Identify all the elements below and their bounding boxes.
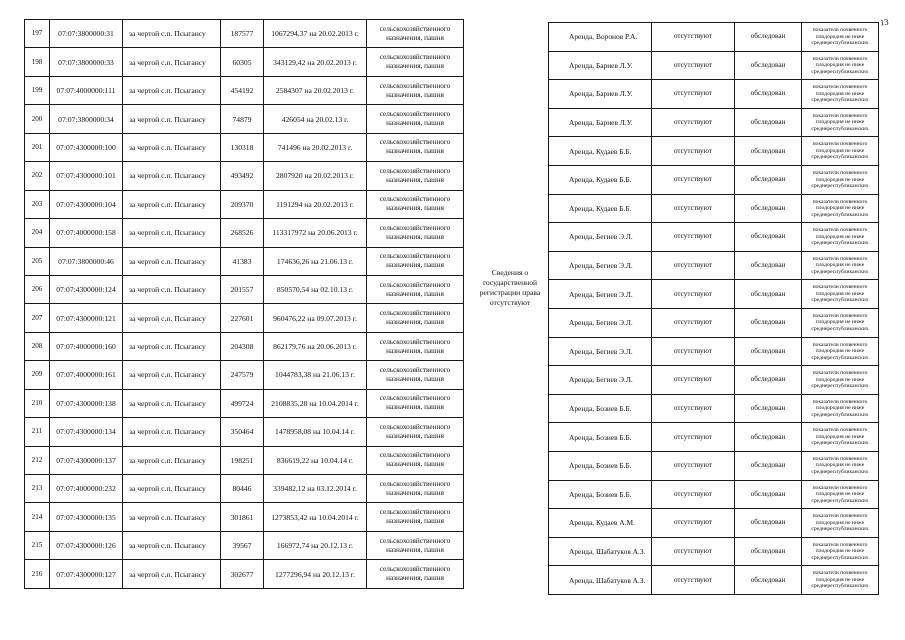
fertility-note-cell: показатели почвенного плодородия не ниже среднереспубликанских <box>802 108 879 137</box>
lease-holder-cell: Аренда, Бозиев Б.Б. <box>549 451 652 480</box>
area-cell: 268526 <box>221 219 264 247</box>
table-row <box>25 105 464 133</box>
area-cell: 209370 <box>221 190 264 218</box>
table-row <box>549 451 879 480</box>
cadastral-value-cell: 836619,22 на 10.04.14 г. <box>264 446 367 474</box>
fertility-note-cell: показатели почвенного плодородия не ниже среднереспубликанских <box>802 509 879 538</box>
land-use-cell: сельскохозяйственного назначения, пашня <box>367 219 464 247</box>
survey-status-cell: обследован <box>735 423 802 452</box>
row-number-cell: 197 <box>25 20 50 48</box>
table-row <box>549 51 879 80</box>
table-row <box>549 509 879 538</box>
fertility-note-cell: показатели почвенного плодородия не ниже среднереспубликанских <box>802 251 879 280</box>
row-number-cell: 198 <box>25 48 50 76</box>
survey-status-cell: обследован <box>735 509 802 538</box>
survey-status-cell: обследован <box>735 194 802 223</box>
fertility-note-cell: показатели почвенного плодородия не ниже среднереспубликанских <box>802 23 879 52</box>
area-cell: 493492 <box>221 162 264 190</box>
cadastral-number-cell: 07:07:4000000:158 <box>50 219 123 247</box>
cadastral-number-cell: 07:07:4300000:137 <box>50 446 123 474</box>
table-row <box>25 162 464 190</box>
cadastral-number-cell: 07:07:4300000:101 <box>50 162 123 190</box>
cadastral-value-cell: 2584307 на 20.02.2013 г. <box>264 76 367 104</box>
survey-status-cell: обследован <box>735 337 802 366</box>
encumbrance-cell: отсутствуют <box>652 251 735 280</box>
cadastral-number-cell: 07:07:4000000:111 <box>50 76 123 104</box>
land-use-cell: сельскохозяйственного назначения, пашня <box>367 446 464 474</box>
area-cell: 80446 <box>221 475 264 503</box>
land-use-cell: сельскохозяйственного назначения, пашня <box>367 418 464 446</box>
survey-status-cell: обследован <box>735 137 802 166</box>
lease-info-table <box>548 22 879 595</box>
table-row <box>549 423 879 452</box>
land-use-cell: сельскохозяйственного назначения, пашня <box>367 48 464 76</box>
fertility-note-cell: показатели почвенного плодородия не ниже среднереспубликанских <box>802 537 879 566</box>
location-cell: за чертой с.п. Псыгансу <box>123 105 221 133</box>
fertility-note-cell: показатели почвенного плодородия не ниже среднереспубликанских <box>802 423 879 452</box>
area-cell: 74879 <box>221 105 264 133</box>
encumbrance-cell: отсутствуют <box>652 308 735 337</box>
encumbrance-cell: отсутствуют <box>652 137 735 166</box>
lease-holder-cell: Аренда, Кудаев Б.Б. <box>549 194 652 223</box>
cadastral-value-cell: 2807920 на 20.02.2013 г. <box>264 162 367 190</box>
fertility-note-cell: показатели почвенного плодородия не ниже среднереспубликанских <box>802 366 879 395</box>
table-row <box>25 304 464 332</box>
location-cell: за чертой с.п. Псыгансу <box>123 76 221 104</box>
cadastral-number-cell: 07:07:3800000:34 <box>50 105 123 133</box>
cadastral-value-cell: 339482,12 на 03.12.2014 г. <box>264 475 367 503</box>
area-cell: 227601 <box>221 304 264 332</box>
cadastral-value-cell: 426054 на 20.02.13 г. <box>264 105 367 133</box>
land-use-cell: сельскохозяйственного назначения, пашня <box>367 475 464 503</box>
land-use-cell: сельскохозяйственного назначения, пашня <box>367 304 464 332</box>
lease-holder-cell: Аренда, Бегиев Э.Л. <box>549 308 652 337</box>
land-use-cell: сельскохозяйственного назначения, пашня <box>367 531 464 559</box>
area-cell: 350464 <box>221 418 264 446</box>
fertility-note-cell: показатели почвенного плодородия не ниже среднереспубликанских <box>802 51 879 80</box>
lease-holder-cell: Аренда, Бариев Л.У. <box>549 80 652 109</box>
table-row <box>25 446 464 474</box>
survey-status-cell: обследован <box>735 251 802 280</box>
survey-status-cell: обследован <box>735 366 802 395</box>
table-row <box>25 389 464 417</box>
location-cell: за чертой с.п. Псыгансу <box>123 332 221 360</box>
table-row <box>549 280 879 309</box>
table-row <box>549 251 879 280</box>
land-use-cell: сельскохозяйственного назначения, пашня <box>367 560 464 588</box>
row-number-cell: 206 <box>25 275 50 303</box>
table-row <box>549 394 879 423</box>
location-cell: за чертой с.п. Псыгансу <box>123 361 221 389</box>
row-number-cell: 205 <box>25 247 50 275</box>
table-row <box>25 332 464 360</box>
row-number-cell: 215 <box>25 531 50 559</box>
land-use-cell: сельскохозяйственного назначения, пашня <box>367 275 464 303</box>
table-row <box>549 23 879 52</box>
lease-holder-cell: Аренда, Бариев Л.У. <box>549 51 652 80</box>
encumbrance-cell: отсутствуют <box>652 566 735 595</box>
table-row <box>549 366 879 395</box>
table-row <box>549 137 879 166</box>
survey-status-cell: обследован <box>735 23 802 52</box>
lease-holder-cell: Аренда, Бегиев Э.Л. <box>549 366 652 395</box>
cadastral-value-cell: 2108835,28 на 10.04.2014 г. <box>264 389 367 417</box>
lease-holder-cell: Аренда, Шабатуков А.З. <box>549 537 652 566</box>
row-number-cell: 199 <box>25 76 50 104</box>
table-row <box>25 560 464 588</box>
row-number-cell: 214 <box>25 503 50 531</box>
row-number-cell: 211 <box>25 418 50 446</box>
row-number-cell: 210 <box>25 389 50 417</box>
location-cell: за чертой с.п. Псыгансу <box>123 190 221 218</box>
table-row <box>25 76 464 104</box>
cadastral-value-cell: 166972,74 на 20.12.13 г. <box>264 531 367 559</box>
location-cell: за чертой с.п. Псыгансу <box>123 475 221 503</box>
row-number-cell: 200 <box>25 105 50 133</box>
encumbrance-cell: отсутствуют <box>652 537 735 566</box>
row-number-cell: 216 <box>25 560 50 588</box>
fertility-note-cell: показатели почвенного плодородия не ниже среднереспубликанских <box>802 337 879 366</box>
location-cell: за чертой с.п. Псыгансу <box>123 531 221 559</box>
encumbrance-cell: отсутствуют <box>652 51 735 80</box>
encumbrance-cell: отсутствуют <box>652 165 735 194</box>
row-number-cell: 203 <box>25 190 50 218</box>
cadastral-value-cell: 1273853,42 на 10.04.2014 г. <box>264 503 367 531</box>
land-use-cell: сельскохозяйственного назначения, пашня <box>367 162 464 190</box>
cadastral-value-cell: 1044783,38 на 21.06.13 г. <box>264 361 367 389</box>
area-cell: 39567 <box>221 531 264 559</box>
table-row <box>549 108 879 137</box>
cadastral-number-cell: 07:07:4000000:161 <box>50 361 123 389</box>
location-cell: за чертой с.п. Псыгансу <box>123 219 221 247</box>
fertility-note-cell: показатели почвенного плодородия не ниже среднереспубликанских <box>802 194 879 223</box>
survey-status-cell: обследован <box>735 280 802 309</box>
table-row <box>25 219 464 247</box>
lease-holder-cell: Аренда, Кудаев А.М. <box>549 509 652 538</box>
survey-status-cell: обследован <box>735 165 802 194</box>
cadastral-number-cell: 07:07:4300000:104 <box>50 190 123 218</box>
land-use-cell: сельскохозяйственного назначения, пашня <box>367 20 464 48</box>
table-row <box>549 480 879 509</box>
survey-status-cell: обследован <box>735 480 802 509</box>
fertility-note-cell: показатели почвенного плодородия не ниже среднереспубликанских <box>802 480 879 509</box>
cadastral-number-cell: 07:07:4300000:127 <box>50 560 123 588</box>
table-row <box>549 223 879 252</box>
location-cell: за чертой с.п. Псыгансу <box>123 20 221 48</box>
table-row <box>25 275 464 303</box>
survey-status-cell: обследован <box>735 108 802 137</box>
encumbrance-cell: отсутствуют <box>652 480 735 509</box>
cadastral-value-cell: 1067294,37 на 20.02.2013 г. <box>264 20 367 48</box>
area-cell: 454192 <box>221 76 264 104</box>
row-number-cell: 207 <box>25 304 50 332</box>
area-cell: 130318 <box>221 133 264 161</box>
cadastral-number-cell: 07:07:3800000:46 <box>50 247 123 275</box>
row-number-cell: 208 <box>25 332 50 360</box>
table-row <box>549 566 879 595</box>
area-cell: 204308 <box>221 332 264 360</box>
survey-status-cell: обследован <box>735 80 802 109</box>
table-row <box>549 308 879 337</box>
cadastral-value-cell: 960476,22 на 09.07.2013 г. <box>264 304 367 332</box>
lease-holder-cell: Аренда, Бозиев Б.Б. <box>549 423 652 452</box>
cadastral-value-cell: 1191294 на 20.02.2013 г. <box>264 190 367 218</box>
table-row <box>25 20 464 48</box>
area-cell: 60305 <box>221 48 264 76</box>
lease-holder-cell: Аренда, Бегиев Э.Л. <box>549 280 652 309</box>
location-cell: за чертой с.п. Псыгансу <box>123 418 221 446</box>
table-row <box>25 133 464 161</box>
lease-holder-cell: Аренда, Бариев Л.У. <box>549 108 652 137</box>
location-cell: за чертой с.п. Псыгансу <box>123 48 221 76</box>
area-cell: 499724 <box>221 389 264 417</box>
location-cell: за чертой с.п. Псыгансу <box>123 162 221 190</box>
encumbrance-cell: отсутствуют <box>652 509 735 538</box>
encumbrance-cell: отсутствуют <box>652 280 735 309</box>
fertility-note-cell: показатели почвенного плодородия не ниже среднереспубликанских <box>802 137 879 166</box>
table-row <box>25 361 464 389</box>
location-cell: за чертой с.п. Псыгансу <box>123 275 221 303</box>
fertility-note-cell: показатели почвенного плодородия не ниже среднереспубликанских <box>802 223 879 252</box>
table-row <box>25 531 464 559</box>
cadastral-number-cell: 07:07:4300000:126 <box>50 531 123 559</box>
land-plots-table <box>24 19 464 589</box>
cadastral-value-cell: 862179,76 на 20.06.2013 г. <box>264 332 367 360</box>
table-row <box>549 80 879 109</box>
fertility-note-cell: показатели почвенного плодородия не ниже среднереспубликанских <box>802 280 879 309</box>
row-number-cell: 201 <box>25 133 50 161</box>
row-number-cell: 212 <box>25 446 50 474</box>
location-cell: за чертой с.п. Псыгансу <box>123 389 221 417</box>
row-number-cell: 204 <box>25 219 50 247</box>
cadastral-number-cell: 07:07:4300000:124 <box>50 275 123 303</box>
location-cell: за чертой с.п. Псыгансу <box>123 133 221 161</box>
cadastral-number-cell: 07:07:4300000:138 <box>50 389 123 417</box>
lease-holder-cell: Аренда, Шабатуков А.З. <box>549 566 652 595</box>
table-row <box>25 190 464 218</box>
encumbrance-cell: отсутствуют <box>652 23 735 52</box>
lease-holder-cell: Аренда, Кудаев Б.Б. <box>549 137 652 166</box>
cadastral-value-cell: 343129,42 на 20.02.2013 г. <box>264 48 367 76</box>
fertility-note-cell: показатели почвенного плодородия не ниже среднереспубликанских <box>802 451 879 480</box>
table-row <box>25 247 464 275</box>
cadastral-number-cell: 07:07:4300000:134 <box>50 418 123 446</box>
area-cell: 302677 <box>221 560 264 588</box>
encumbrance-cell: отсутствуют <box>652 451 735 480</box>
area-cell: 187577 <box>221 20 264 48</box>
fertility-note-cell: показатели почвенного плодородия не ниже среднереспубликанских <box>802 165 879 194</box>
encumbrance-cell: отсутствуют <box>652 337 735 366</box>
row-number-cell: 213 <box>25 475 50 503</box>
cadastral-number-cell: 07:07:3800000:33 <box>50 48 123 76</box>
survey-status-cell: обследован <box>735 566 802 595</box>
encumbrance-cell: отсутствуют <box>652 194 735 223</box>
registration-note: Сведения о государственной регистрации права отсутствуют <box>479 268 541 307</box>
encumbrance-cell: отсутствуют <box>652 108 735 137</box>
land-use-cell: сельскохозяйственного назначения, пашня <box>367 247 464 275</box>
cadastral-value-cell: 1478958,08 на 10.04.14 г. <box>264 418 367 446</box>
lease-holder-cell: Аренда, Бегиев Э.Л. <box>549 337 652 366</box>
area-cell: 198251 <box>221 446 264 474</box>
land-use-cell: сельскохозяйственного назначения, пашня <box>367 105 464 133</box>
encumbrance-cell: отсутствуют <box>652 80 735 109</box>
encumbrance-cell: отсутствуют <box>652 366 735 395</box>
encumbrance-cell: отсутствуют <box>652 223 735 252</box>
location-cell: за чертой с.п. Псыгансу <box>123 560 221 588</box>
cadastral-number-cell: 07:07:4000000:160 <box>50 332 123 360</box>
encumbrance-cell: отсутствуют <box>652 394 735 423</box>
cadastral-value-cell: 174636,26 на 21.06.13 г. <box>264 247 367 275</box>
row-number-cell: 209 <box>25 361 50 389</box>
table-row <box>549 537 879 566</box>
land-use-cell: сельскохозяйственного назначения, пашня <box>367 133 464 161</box>
lease-holder-cell: Аренда, Бозиев Б.Б. <box>549 480 652 509</box>
cadastral-number-cell: 07:07:4300000:100 <box>50 133 123 161</box>
land-use-cell: сельскохозяйственного назначения, пашня <box>367 361 464 389</box>
fertility-note-cell: показатели почвенного плодородия не ниже среднереспубликанских <box>802 80 879 109</box>
cadastral-value-cell: 1277296,94 на 20.12.13 г. <box>264 560 367 588</box>
lease-holder-cell: Аренда, Воронов Р.А. <box>549 23 652 52</box>
table-row <box>25 418 464 446</box>
fertility-note-cell: показатели почвенного плодородия не ниже среднереспубликанских <box>802 566 879 595</box>
table-row <box>25 475 464 503</box>
survey-status-cell: обследован <box>735 223 802 252</box>
cadastral-value-cell: 113317972 на 20.06.2013 г. <box>264 219 367 247</box>
cadastral-value-cell: 850570,54 на 02.10.13 г. <box>264 275 367 303</box>
table-row <box>549 194 879 223</box>
lease-holder-cell: Аренда, Бозиев Б.Б. <box>549 394 652 423</box>
survey-status-cell: обследован <box>735 394 802 423</box>
survey-status-cell: обследован <box>735 51 802 80</box>
page-number-mark: 13 <box>879 16 890 28</box>
land-use-cell: сельскохозяйственного назначения, пашня <box>367 332 464 360</box>
table-row <box>25 503 464 531</box>
land-use-cell: сельскохозяйственного назначения, пашня <box>367 503 464 531</box>
area-cell: 247579 <box>221 361 264 389</box>
area-cell: 301861 <box>221 503 264 531</box>
table-row <box>549 337 879 366</box>
fertility-note-cell: показатели почвенного плодородия не ниже среднереспубликанских <box>802 308 879 337</box>
table-row <box>25 48 464 76</box>
land-use-cell: сельскохозяйственного назначения, пашня <box>367 76 464 104</box>
cadastral-value-cell: 741496 на 20.02.2013 г. <box>264 133 367 161</box>
area-cell: 201557 <box>221 275 264 303</box>
cadastral-number-cell: 07:07:3800000:31 <box>50 20 123 48</box>
area-cell: 41383 <box>221 247 264 275</box>
survey-status-cell: обследован <box>735 537 802 566</box>
location-cell: за чертой с.п. Псыгансу <box>123 503 221 531</box>
location-cell: за чертой с.п. Псыгансу <box>123 247 221 275</box>
location-cell: за чертой с.п. Псыгансу <box>123 304 221 332</box>
lease-holder-cell: Аренда, Бегиев Э.Л. <box>549 251 652 280</box>
fertility-note-cell: показатели почвенного плодородия не ниже среднереспубликанских <box>802 394 879 423</box>
location-cell: за чертой с.п. Псыгансу <box>123 446 221 474</box>
land-use-cell: сельскохозяйственного назначения, пашня <box>367 389 464 417</box>
cadastral-number-cell: 07:07:4000000:232 <box>50 475 123 503</box>
row-number-cell: 202 <box>25 162 50 190</box>
lease-holder-cell: Аренда, Кудаев Б.Б. <box>549 165 652 194</box>
survey-status-cell: обследован <box>735 308 802 337</box>
cadastral-number-cell: 07:07:4300000:135 <box>50 503 123 531</box>
survey-status-cell: обследован <box>735 451 802 480</box>
land-use-cell: сельскохозяйственного назначения, пашня <box>367 190 464 218</box>
table-row <box>549 165 879 194</box>
lease-holder-cell: Аренда, Бегиев Э.Л. <box>549 223 652 252</box>
encumbrance-cell: отсутствуют <box>652 423 735 452</box>
cadastral-number-cell: 07:07:4300000:121 <box>50 304 123 332</box>
